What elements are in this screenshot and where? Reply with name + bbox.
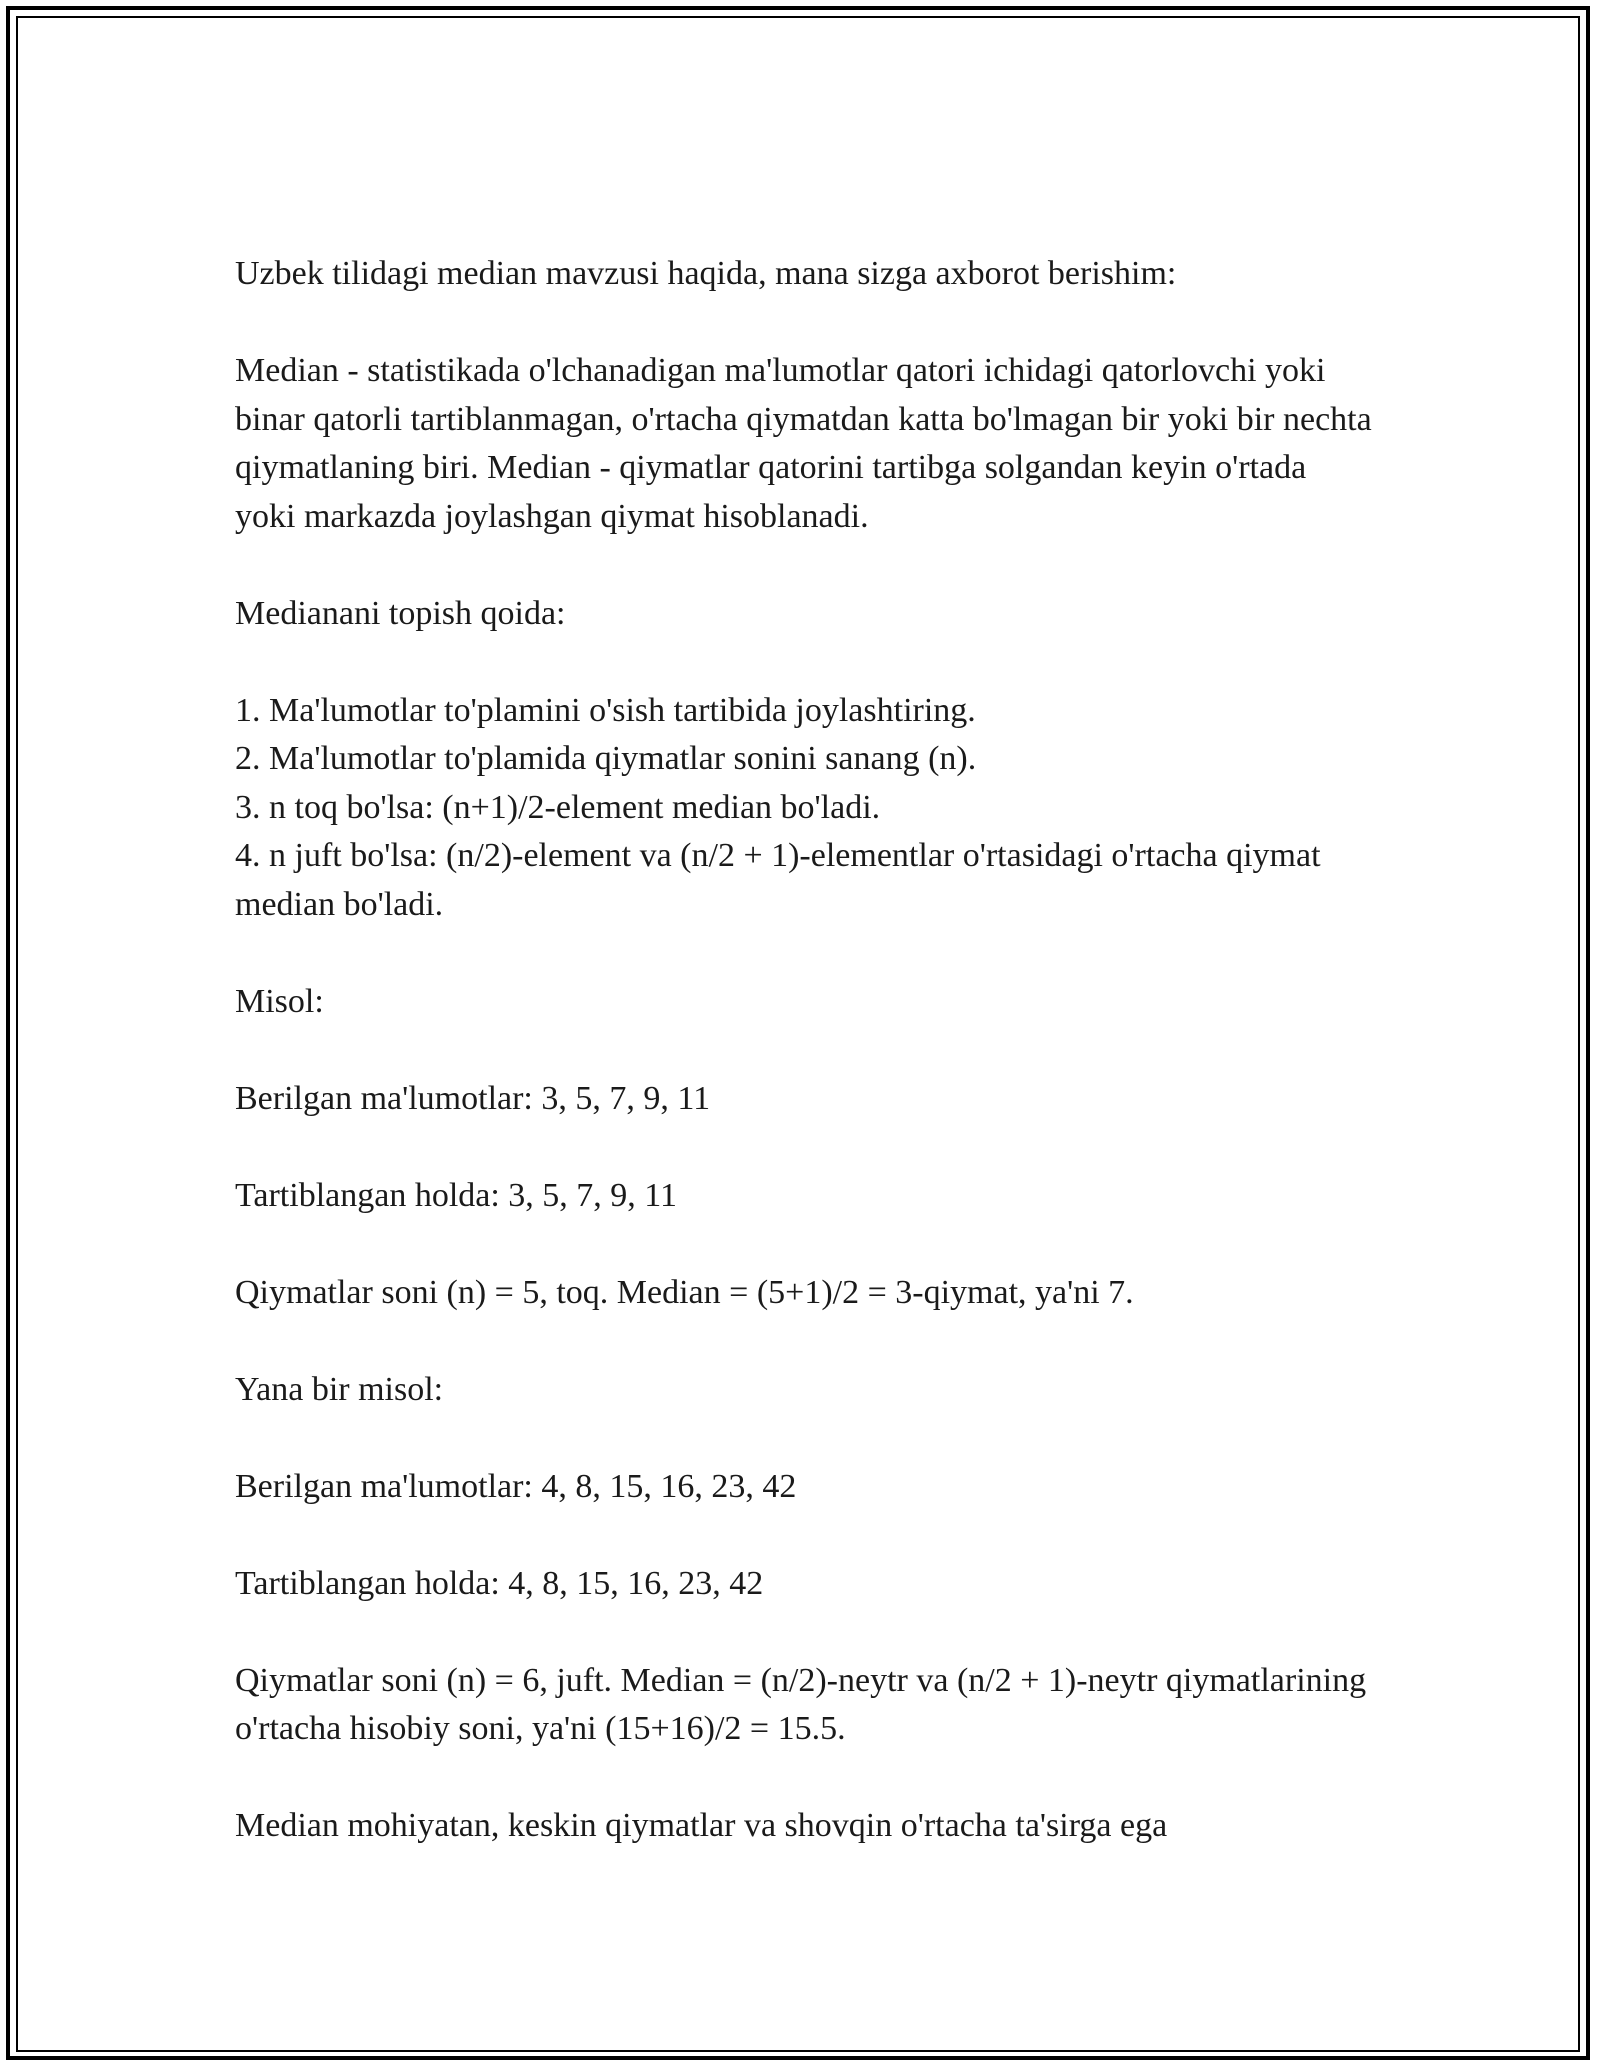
document-body [235, 250, 1381, 1899]
example-given-data: Berilgan ma'lumotlar: 3, 5, 7, 9, 11 [235, 1079, 711, 1117]
second-example-given-data: Berilgan ma'lumotlar: 4, 8, 15, 16, 23, 42 [235, 1467, 797, 1505]
example-sorted-data: Tartiblangan holda: 3, 5, 7, 9, 11 [235, 1176, 678, 1214]
rule-item: 2. Ma'lumotlar to'plamida qiymatlar sonini sanang (n). [235, 740, 977, 777]
rules-heading: Medianani topish qoida: [235, 594, 566, 632]
definition-paragraph: Median - statistikada o'lchanadigan ma'lumotlar qatori ichidagi qatorlovchi yoki binar qatorli tartiblanmagan, o'rtacha qiymatdan katta bo'lmagan bir yoki bir nechta qiymatlaning biri. Median - qiymatlar qatorini tartibga solgandan keyin o'rtada yoki markazda joylashgan qiymat hisoblanadi. [235, 352, 1381, 535]
example-result: Qiymatlar soni (n) = 5, toq. Median = (5+1)/2 = 3-qiymat, ya'ni 7. [235, 1273, 1134, 1311]
second-example-result: Qiymatlar soni (n) = 6, juft. Median = (n/2)-neytr va (n/2 + 1)-neytr qiymatlarining o'rtacha hisobiy soni, ya'ni (15+16)/2 = 15.5. [235, 1661, 1375, 1747]
rule-item: 3. n toq bo'lsa: (n+1)/2-element median bo'ladi. [235, 788, 881, 826]
second-example-heading: Yana bir misol: [235, 1370, 444, 1408]
intro-paragraph: Uzbek tilidagi median mavzusi haqida, mana sizga axborot berishim: [235, 255, 1177, 292]
example-heading: Misol: [235, 982, 324, 1020]
rules-list [235, 687, 1375, 930]
rule-item: 1. Ma'lumotlar to'plamini o'sish tartibida joylashtiring. [235, 691, 976, 729]
closing-paragraph: Median mohiyatan, keskin qiymatlar va shovqin o'rtacha ta'sirga ega [235, 1807, 1168, 1844]
rule-item: 4. n juft bo'lsa: (n/2)-element va (n/2 + 1)-elementlar o'rtasidagi o'rtacha qiymat median bo'ladi. [235, 837, 1321, 923]
second-example-sorted-data: Tartiblangan holda: 4, 8, 15, 16, 23, 42 [235, 1564, 764, 1602]
